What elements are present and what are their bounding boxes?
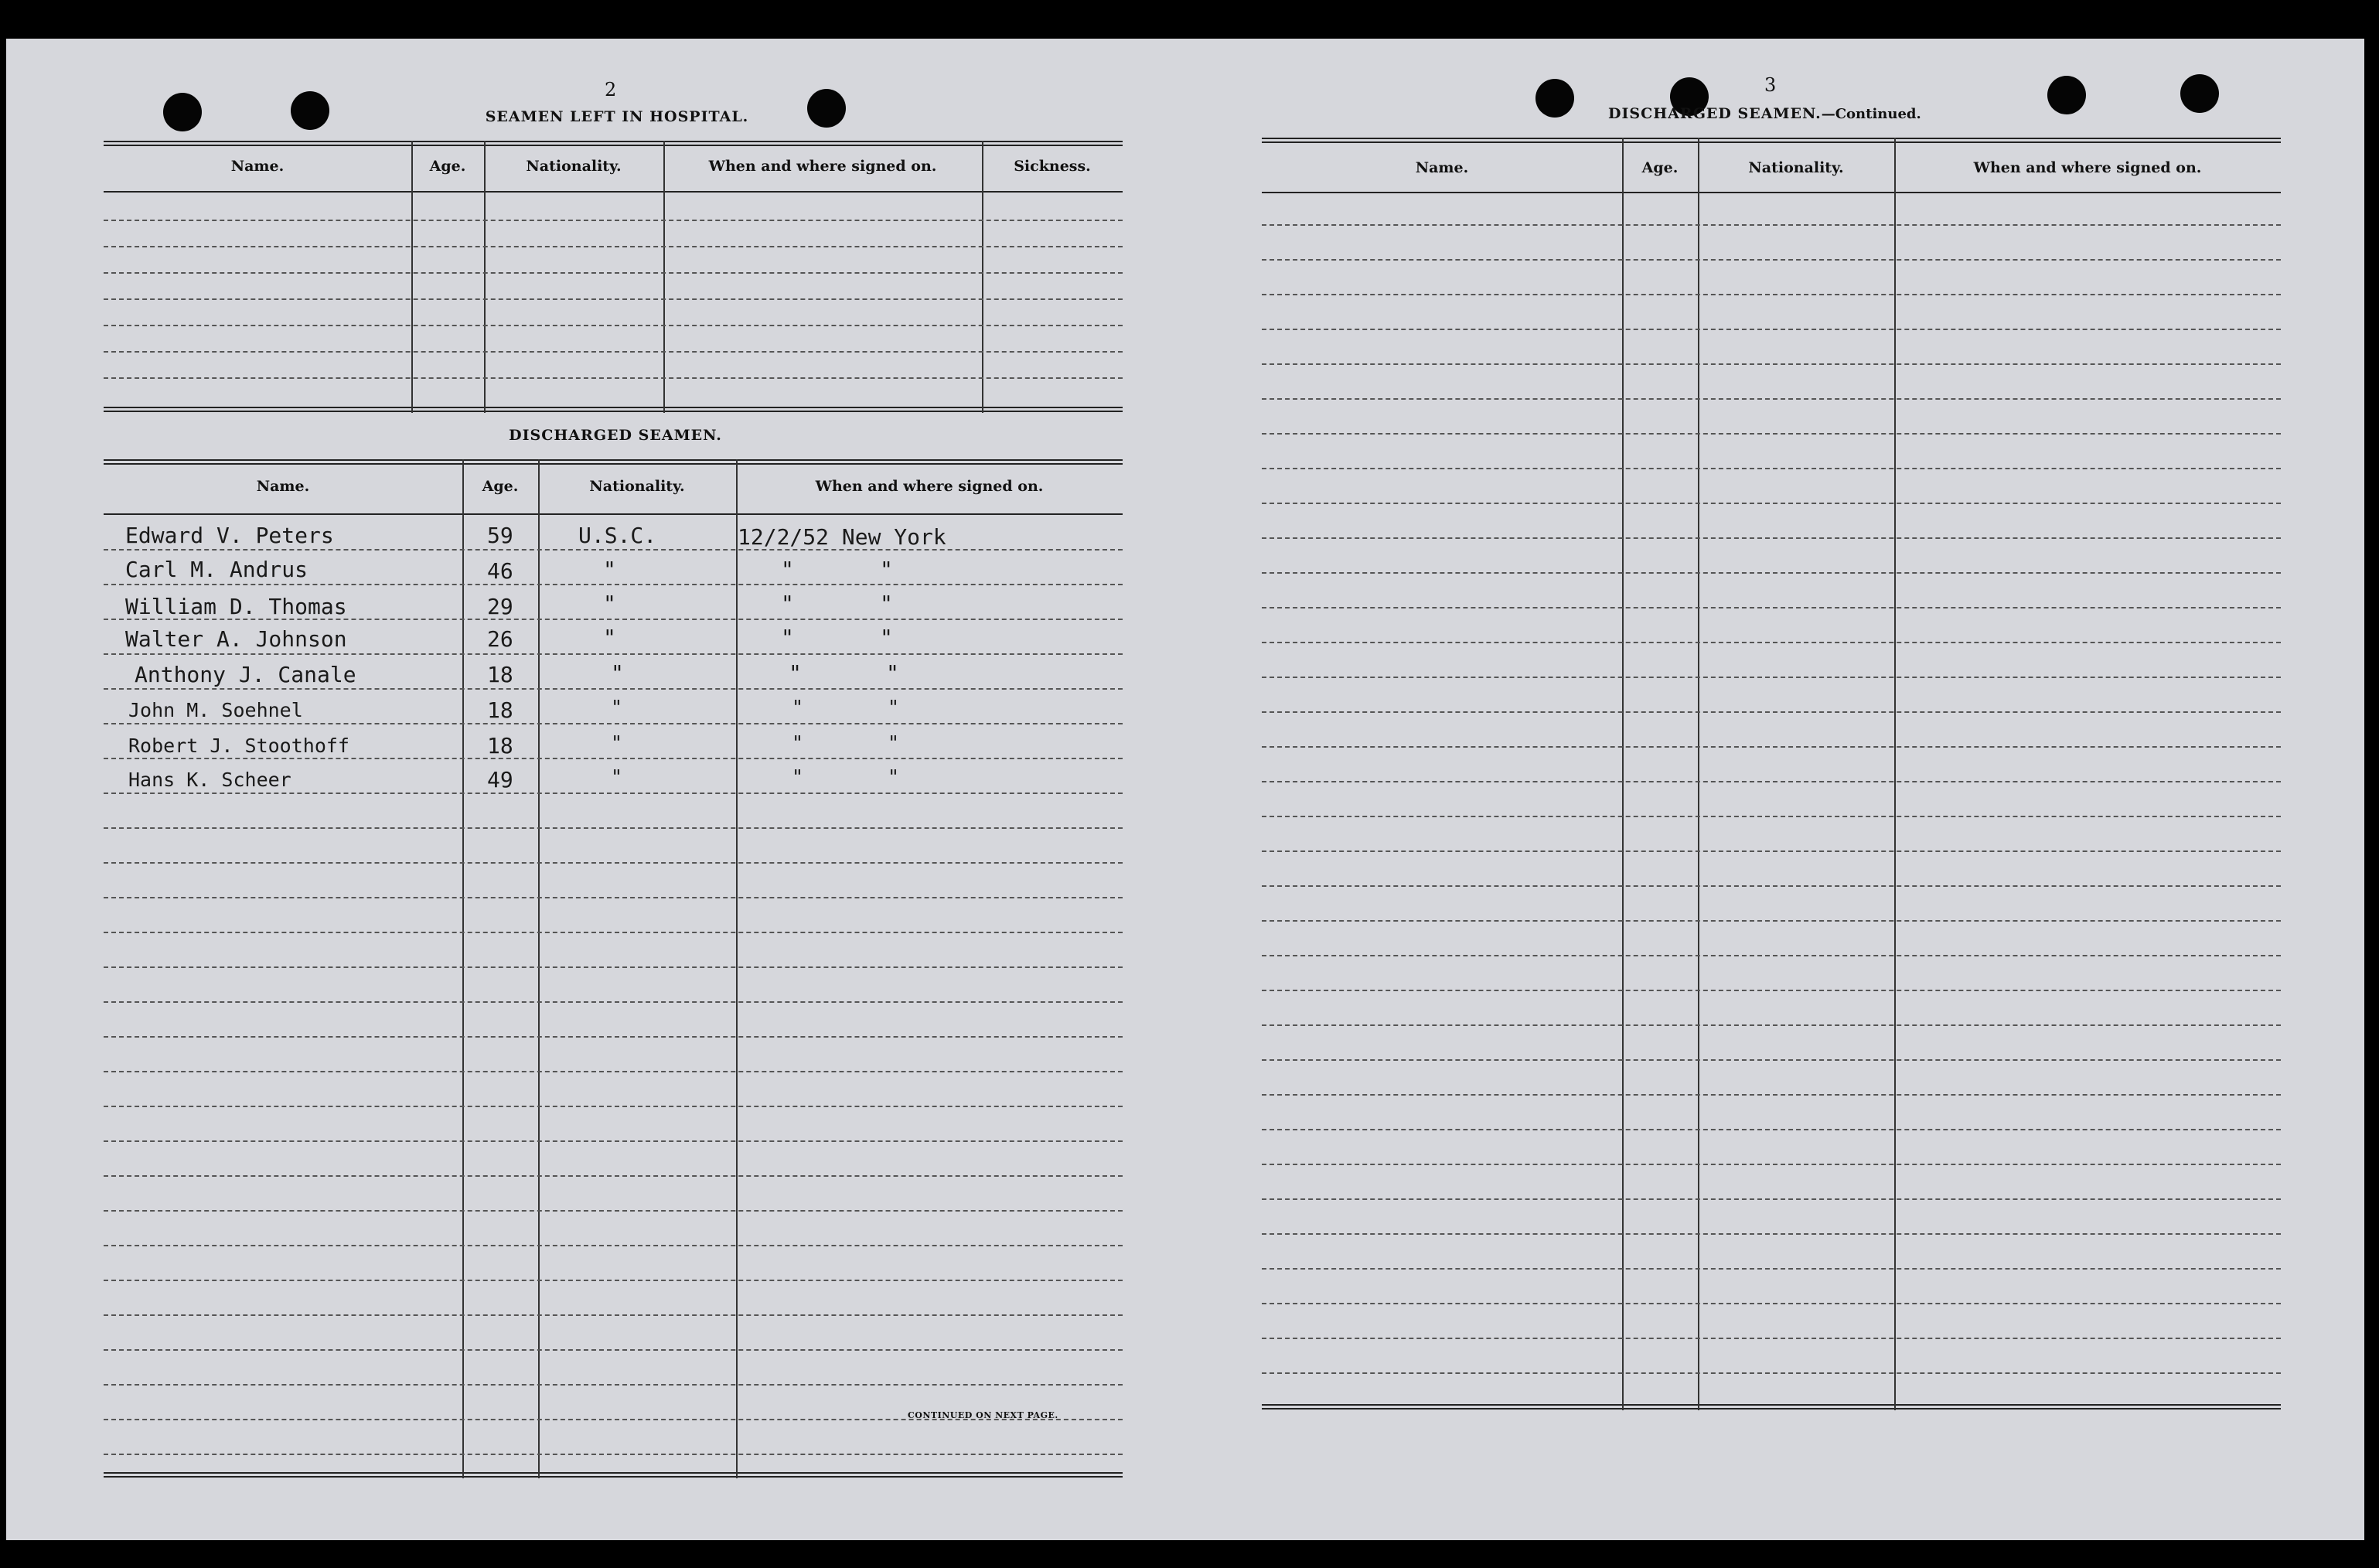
ruled-line [1262,677,2281,678]
ruled-line [1262,607,2281,608]
seaman-age: 18 [487,733,513,758]
discharged-table-left [104,459,1123,1478]
ruled-line [1262,642,2281,643]
discharged-col-nationality: Nationality. [589,478,685,495]
ruled-line [1262,816,2281,817]
right-col-signed-on: When and where signed on. [1973,159,2202,176]
ruled-line [104,1210,1123,1212]
seaman-nationality-ditto: " [603,625,616,650]
ruled-line [1262,294,2281,295]
ruled-line [1262,1164,2281,1165]
punch-hole [163,93,202,131]
seaman-signed-when-ditto: " [792,765,804,788]
ruled-line [1262,850,2281,852]
right-title-main: DISCHARGED SEAMEN. [1608,105,1822,122]
seaman-nationality-ditto: " [603,591,616,616]
seaman-signed-where-ditto: " [880,557,893,582]
ruled-line [104,723,1123,724]
form-sheet [6,39,2364,1540]
ruled-line [1262,537,2281,539]
ruled-line [104,653,1123,655]
ruled-line [1262,1233,2281,1235]
seaman-signed-when-ditto: " [792,696,804,718]
ruled-line [1262,433,2281,435]
ruled-line [1262,1338,2281,1339]
seaman-signed-where-ditto: " [888,696,900,718]
ruled-line [104,1036,1123,1038]
ruled-line [104,584,1123,585]
discharged-col-age: Age. [482,478,519,495]
ruled-line [104,1175,1123,1177]
seaman-name: Walter A. Johnson [125,626,347,652]
ruled-line [1262,746,2281,748]
seaman-nationality: U.S.C. [578,523,657,548]
ruled-line [1262,1372,2281,1374]
punch-hole [807,89,846,128]
seaman-age: 49 [487,767,513,793]
punch-hole [2047,76,2086,114]
right-page-number: 3 [1764,74,1777,96]
ruled-line [1262,990,2281,991]
ruled-line [104,1314,1123,1316]
seaman-age: 59 [487,523,513,548]
ruled-line [1262,503,2281,504]
ruled-line [104,1280,1123,1281]
right-col-age: Age. [1641,159,1679,176]
discharged-table-right [1262,138,2281,1410]
seaman-age: 29 [487,594,513,619]
hospital-col-signed-on: When and where signed on. [708,158,937,175]
seaman-signed-when-ditto: " [781,591,794,616]
ruled-line [104,1454,1123,1455]
ruled-line [1262,955,2281,956]
hospital-col-sickness: Sickness. [1014,158,1091,175]
ruled-line [104,688,1123,690]
seaman-name: Carl M. Andrus [125,557,308,582]
hospital-col-name: Name. [230,158,285,175]
ruled-line [1262,1024,2281,1026]
ruled-line [1262,1129,2281,1130]
right-col-name: Name. [1415,159,1469,176]
ruled-line [1262,329,2281,330]
ruled-line [1262,224,2281,226]
ruled-line [1262,1059,2281,1061]
seaman-age: 26 [487,626,513,652]
ruled-line [1262,398,2281,400]
discharged-section-title: DISCHARGED SEAMEN. [509,427,722,444]
ruled-line [1262,1303,2281,1304]
ruled-line [1262,1198,2281,1200]
seaman-age: 18 [487,662,513,687]
seaman-nationality-ditto: " [611,731,623,754]
ruled-line [104,549,1123,551]
seaman-signed-when-ditto: " [789,660,802,686]
seaman-signed-when-ditto: " [792,731,804,754]
right-col-nationality: Nationality. [1748,159,1844,176]
left-page-number: 2 [605,79,617,101]
seaman-name: Anthony J. Canale [135,662,356,687]
seaman-signed-when-ditto: " [781,625,794,650]
seaman-signed-where-ditto: " [880,591,893,616]
ruled-line [104,897,1123,898]
ruled-line [1262,711,2281,713]
seaman-nationality-ditto: " [611,660,624,686]
ruled-line [104,758,1123,759]
ruled-line [104,1384,1123,1386]
seaman-name: Hans K. Scheer [128,769,291,791]
seaman-signed-when-ditto: " [781,557,794,582]
seaman-name: John M. Soehnel [128,699,303,721]
ruled-line [104,862,1123,864]
punch-hole [2180,74,2219,113]
ruled-line [104,793,1123,794]
seaman-name: Edward V. Peters [125,523,334,548]
seaman-signed-where-ditto: " [888,765,900,788]
ruled-line [104,966,1123,968]
seaman-signed-where-ditto: " [888,731,900,754]
ruled-line [1262,1094,2281,1096]
right-section-title [1608,105,1921,122]
seaman-age: 46 [487,558,513,584]
ruled-line [104,932,1123,933]
seaman-nationality-ditto: " [603,557,616,582]
discharged-col-name: Name. [256,478,310,495]
hospital-section-title: SEAMEN LEFT IN HOSPITAL. [485,108,749,125]
ruled-line [1262,572,2281,574]
right-title-continued: —Continued. [1821,106,1921,122]
ruled-line [1262,468,2281,469]
ruled-line [1262,259,2281,261]
ruled-line [1262,1268,2281,1270]
discharged-col-signed-on: When and where signed on. [815,478,1044,495]
hospital-col-nationality: Nationality. [526,158,622,175]
ruled-line [1262,885,2281,887]
ruled-line [104,1071,1123,1072]
continued-footer: CONTINUED ON NEXT PAGE. [908,1410,1058,1420]
seaman-signed-where-ditto: " [886,660,899,686]
seaman-nationality-ditto: " [611,765,623,788]
ruled-line [1262,363,2281,365]
punch-hole [291,91,329,130]
hospital-col-age: Age. [429,158,466,175]
seaman-signed-where-ditto: " [880,625,893,650]
ruled-line [104,1140,1123,1142]
ruled-line [104,1106,1123,1107]
seaman-signed-on: 12/2/52 New York [738,524,946,550]
punch-hole [1535,79,1574,118]
ruled-line [104,1001,1123,1003]
seaman-nationality-ditto: " [611,696,623,718]
seaman-name: Robert J. Stoothoff [128,735,349,757]
ruled-line [104,1349,1123,1351]
seaman-age: 18 [487,697,513,723]
seaman-name: William D. Thomas [125,594,347,619]
ruled-line [104,827,1123,829]
ruled-line [1262,920,2281,922]
ruled-line [1262,781,2281,782]
hospital-table [104,141,1123,413]
ruled-line [104,1245,1123,1246]
